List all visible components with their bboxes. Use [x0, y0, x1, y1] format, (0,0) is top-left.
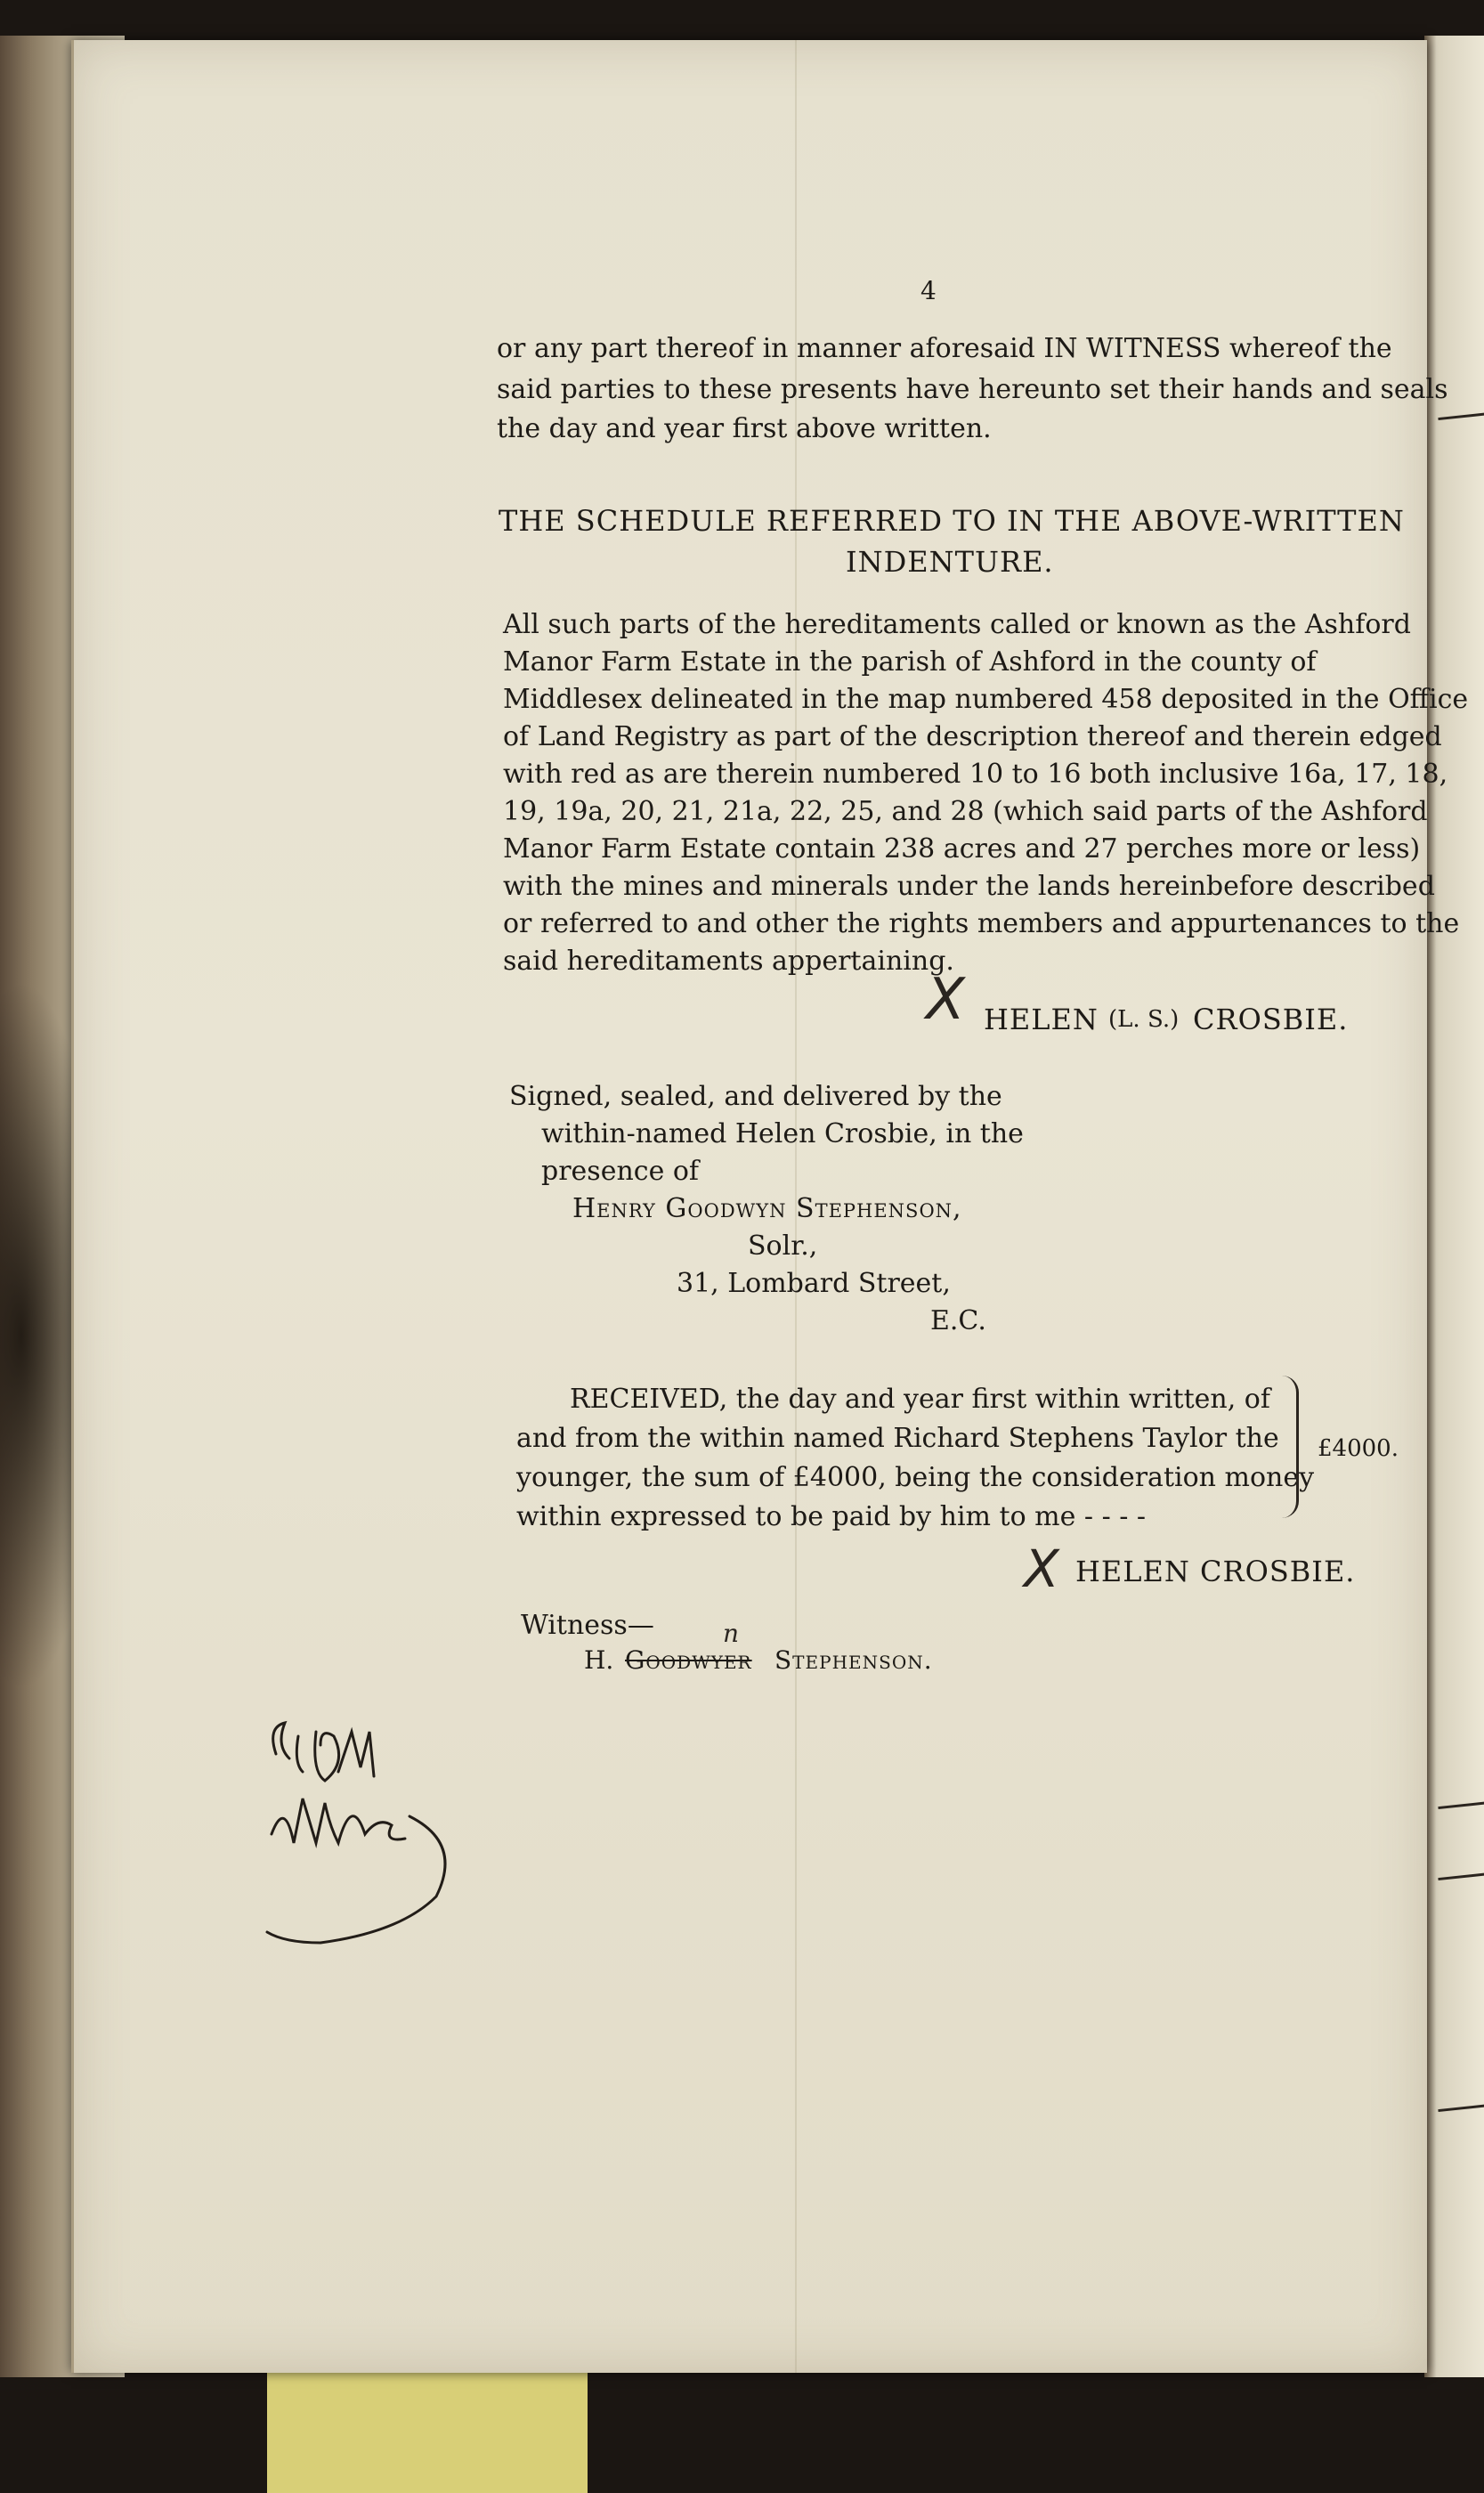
schedule-heading-continued: INDENTURE.	[846, 545, 1054, 579]
schedule-line: with red as are therein numbered 10 to 16 both inclusive 16a, 17, 18,	[503, 759, 1448, 790]
seal-abbreviation: (L. S.)	[1108, 1006, 1180, 1033]
receipt-amount: £4000.	[1318, 1435, 1399, 1462]
schedule-line: All such parts of the hereditaments called or known as the Ashford	[503, 609, 1411, 640]
schedule-line: or referred to and other the rights members and appurtenances to the	[503, 908, 1460, 939]
schedule-line: Manor Farm Estate contain 238 acres and 27 perches more or less)	[503, 833, 1421, 865]
attestation-line: presence of	[541, 1156, 700, 1187]
receipt-line: and from the within named Richard Stephens Taylor the	[516, 1423, 1279, 1454]
index-tab	[267, 2373, 588, 2493]
facing-page-handwriting-stroke	[1436, 2081, 1484, 2112]
opening-line: the day and year first above written.	[497, 413, 992, 444]
attesting-witness-address: 31, Lombard Street,	[677, 1268, 951, 1299]
schedule-heading: THE SCHEDULE REFERRED TO IN THE ABOVE-WRITTEN	[499, 504, 1405, 538]
receipt-line: within expressed to be paid by him to me - - - -	[516, 1501, 1147, 1532]
receipt-line: RECEIVED, the day and year first within written, of	[570, 1384, 1270, 1415]
schedule-line: said hereditaments appertaining.	[503, 946, 954, 977]
witness-surname: Stephenson.	[774, 1645, 933, 1675]
attestation-line: Signed, sealed, and delivered by the	[509, 1081, 1002, 1112]
witness-initial: H.	[584, 1645, 614, 1675]
attesting-witness-title: Solr.,	[748, 1230, 818, 1262]
opening-line: said parties to these presents have hereunto set their hands and seals	[497, 374, 1448, 405]
witness-struck-name: Goodwyer	[625, 1645, 752, 1675]
attesting-witness-district: E.C.	[930, 1305, 986, 1336]
handwritten-initials	[249, 1709, 481, 1968]
facing-page-handwriting-stroke	[1436, 1778, 1484, 1809]
schedule-line: Manor Farm Estate in the parish of Ashford in the county of	[503, 646, 1317, 678]
signature-mark: X	[926, 967, 965, 1033]
witness-label: Witness—	[521, 1610, 654, 1641]
schedule-line: with the mines and minerals under the lands hereinbefore described	[503, 871, 1435, 902]
facing-page-handwriting-stroke	[1436, 1849, 1484, 1880]
schedule-line: of Land Registry as part of the description thereof and therein edged	[503, 721, 1442, 752]
opening-line: or any part thereof in manner aforesaid IN WITNESS whereof the	[497, 333, 1392, 364]
page-number: 4	[920, 276, 937, 305]
schedule-line: Middlesex delineated in the map numbered 458 deposited in the Office	[503, 684, 1469, 715]
attestation-line: within-named Helen Crosbie, in the	[541, 1118, 1024, 1149]
signatory-first-name: HELEN	[984, 1003, 1099, 1036]
receipt-signature: HELEN CROSBIE.	[1075, 1555, 1356, 1588]
schedule-line: 19, 19a, 20, 21, 21a, 22, 25, and 28 (which said parts of the Ashford	[503, 796, 1428, 827]
witness-handwritten-correction: n	[723, 1619, 740, 1648]
signatory-last-name: CROSBIE.	[1193, 1003, 1349, 1036]
attesting-witness-name: Henry Goodwyn Stephenson,	[572, 1193, 962, 1224]
receipt-signature-mark: X	[1024, 1539, 1059, 1599]
receipt-line: younger, the sum of £4000, being the consideration money	[516, 1462, 1315, 1493]
receipt-bracket	[1282, 1376, 1299, 1518]
